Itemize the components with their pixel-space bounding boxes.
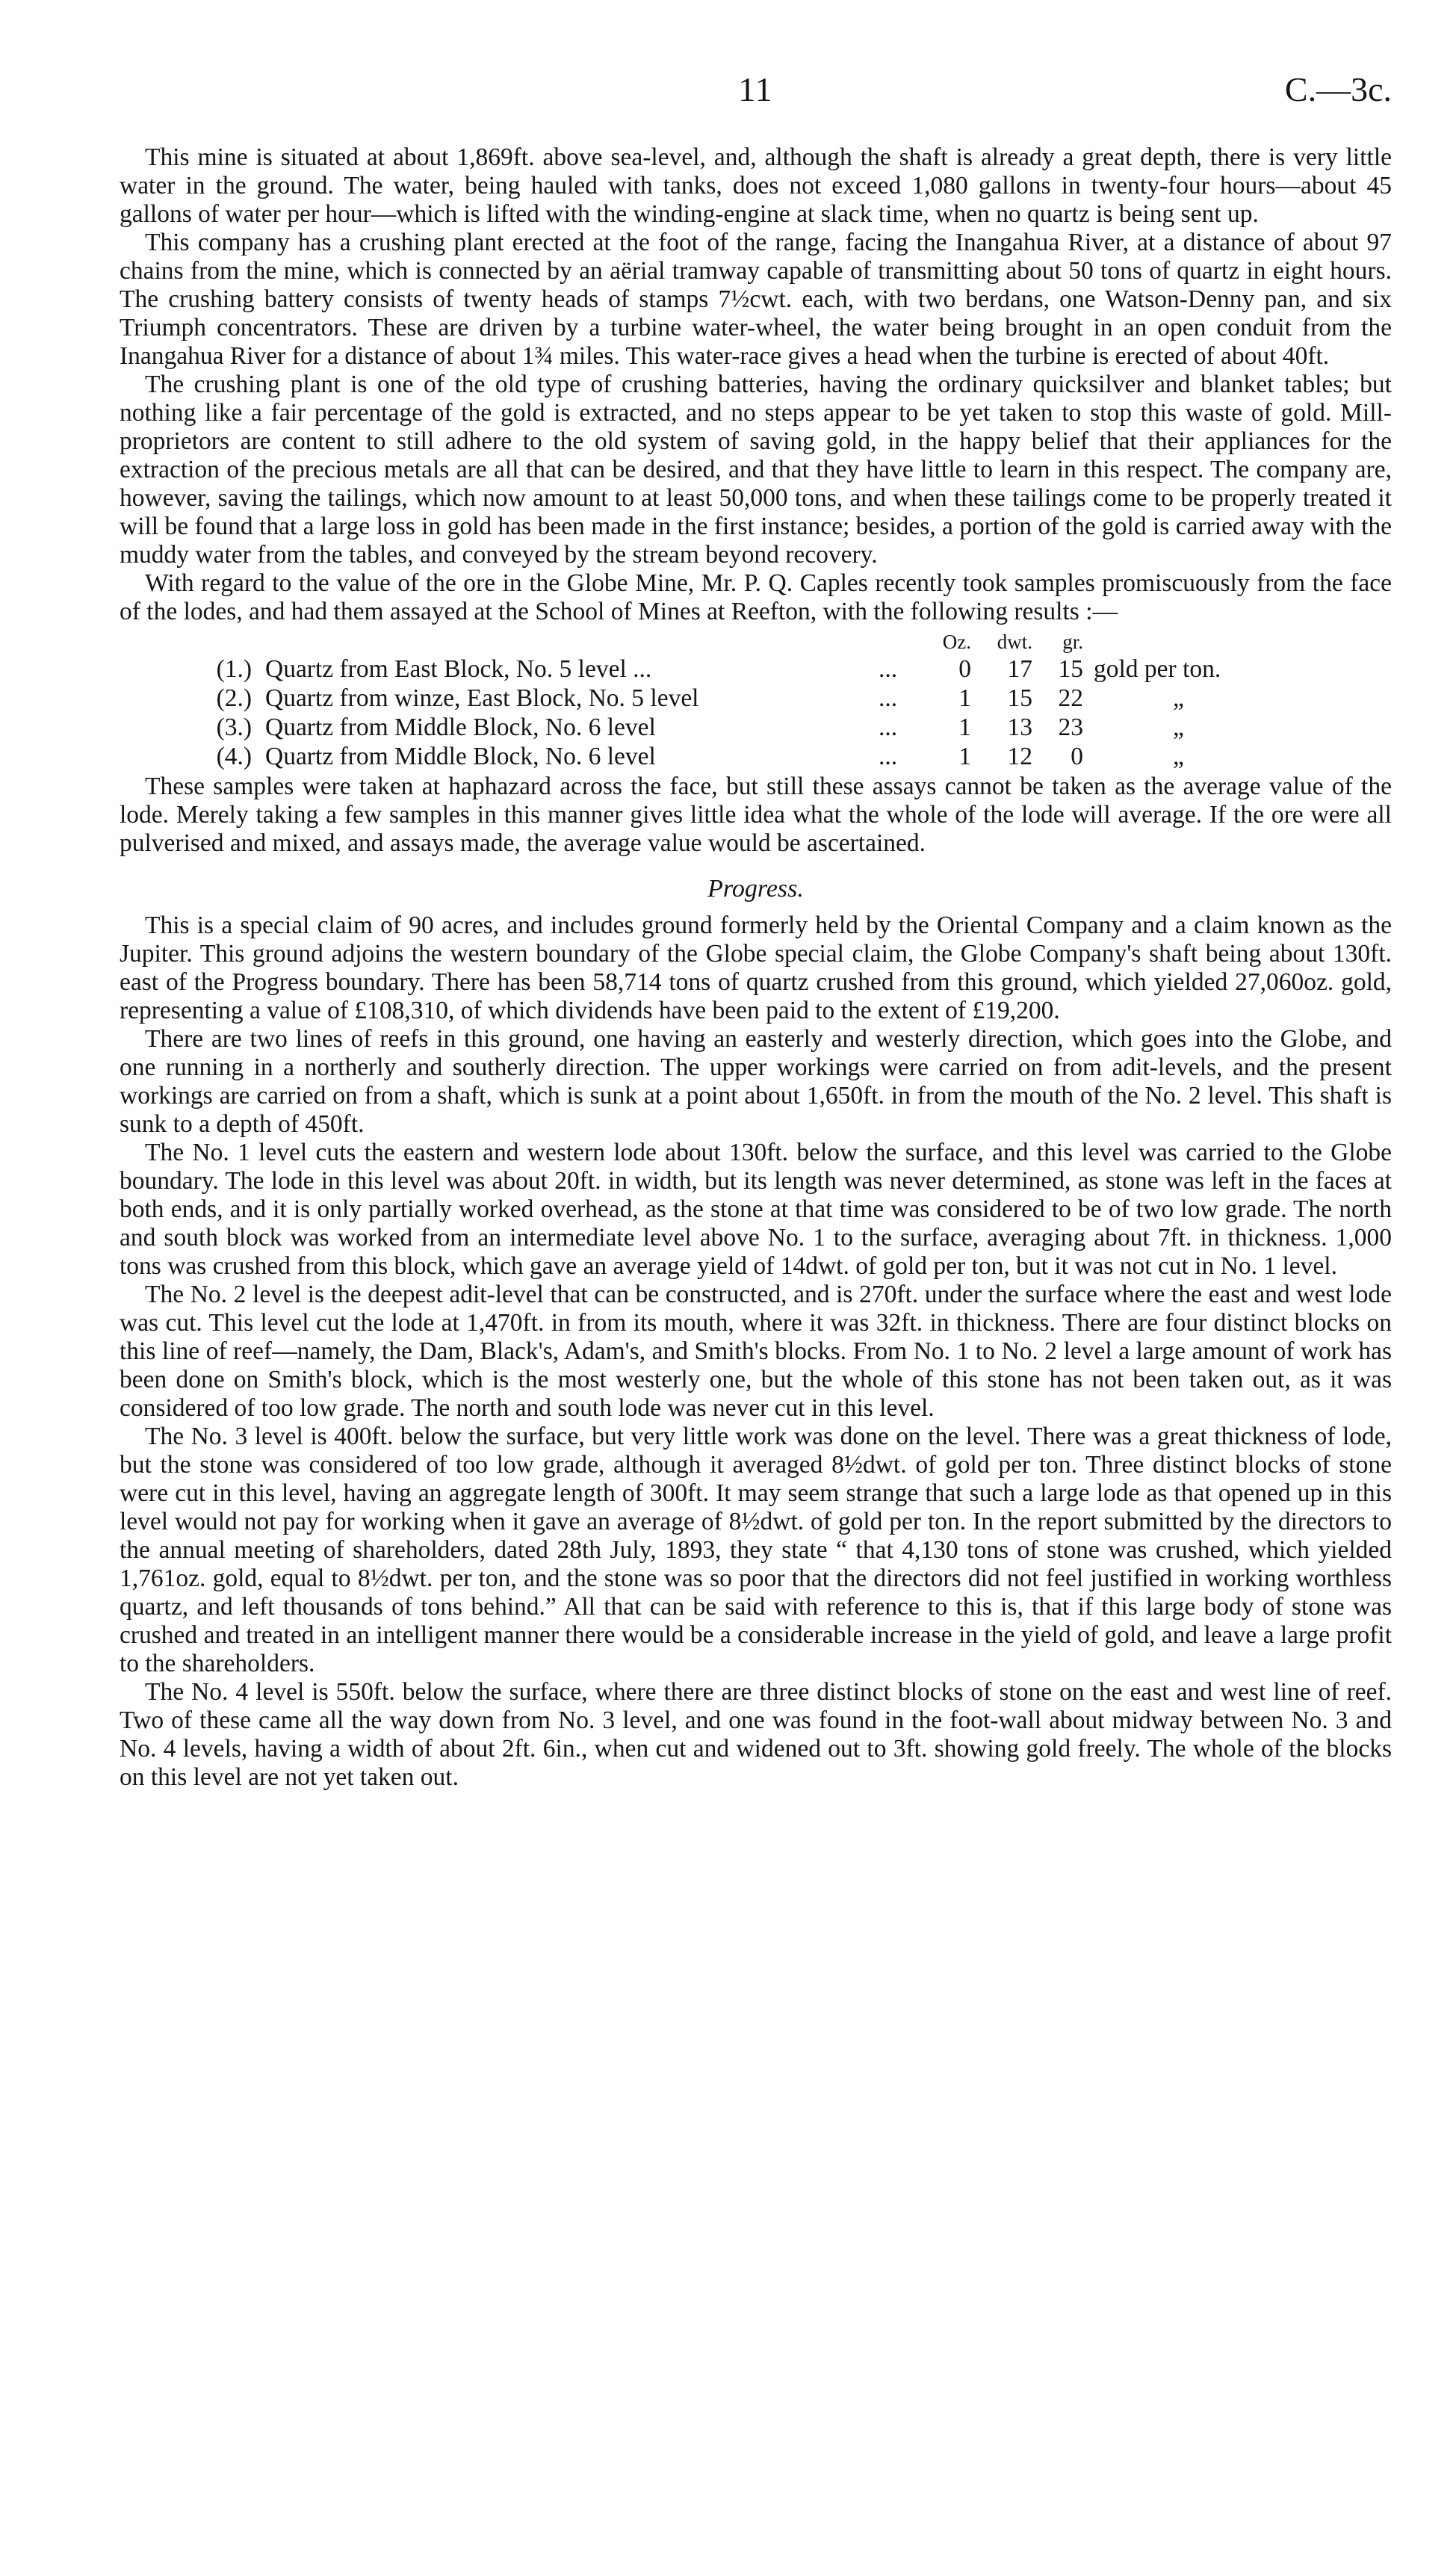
- assay-dwt: 17: [1007, 655, 1032, 683]
- assay-row: [120, 655, 1392, 684]
- assay-oz: 1: [958, 684, 971, 712]
- paragraph-no4-level: The No. 4 level is 550ft. below the surface, where there are three distinct blocks of stone on the east and west line of reef. Two of these came all the way down from No. 3 level, and one was found in the foot-wall about midway between No. 3 and No. 4 levels, having a width of about 2ft. 6in., when cut and widened out to 3ft. showing gold freely. The whole of the blocks on this level are not yet taken out.: [120, 1678, 1392, 1791]
- paragraph-special-claim: This is a special claim of 90 acres, and includes ground formerly held by the Oriental Company and a claim known as the Jupiter. This ground adjoins the western boundary of the Globe special claim, the Globe Company's shaft being about 130ft. east of the Progress boundary. There has been 58,714 tons of quartz crushed from this ground, which yielded 27,060oz. gold, representing a value of £108,310, of which dividends have been paid to the extent of £19,200.: [120, 912, 1392, 1024]
- assay-dwt: 13: [1007, 714, 1032, 741]
- assay-header-dwt: dwt.: [997, 631, 1032, 653]
- assay-header-oz: Oz.: [942, 631, 971, 653]
- assay-oz: 1: [958, 743, 971, 770]
- paragraph-no2-level: The No. 2 level is the deepest adit-level that can be constructed, and is 270ft. under the surface where the east and west lode was cut. This level cut the lode at 1,470ft. in from its mouth, where it was 32ft. in thickness. There are four distinct blocks on this line of reef—namely, the Dam, Black's, Adam's, and Smith's blocks. From No. 1 to No. 2 level a large amount of work has been done on Smith's block, which is the most westerly one, but the whole of this stone has not been taken out, as it was considered of too low grade. The north and south lode was never cut in this level.: [120, 1281, 1392, 1422]
- assay-leader-dots: ...: [879, 743, 898, 770]
- assay-oz: 1: [958, 714, 971, 741]
- assay-unit-ditto: „: [1173, 743, 1184, 770]
- assay-row: [120, 684, 1392, 713]
- assay-gr: 22: [1058, 684, 1083, 712]
- assay-description: Quartz from East Block, No. 5 level ...: [265, 655, 652, 683]
- assay-number: (4.): [216, 743, 252, 770]
- assay-leader-dots: ...: [879, 655, 898, 683]
- assay-dwt: 15: [1007, 684, 1032, 712]
- paragraph-reef-lines: There are two lines of reefs in this ground, one having an easterly and westerly direction, which goes into the Globe, and one running in a northerly and southerly direction. The upper workings were carried on from adit-levels, and the present workings are carried on from a shaft, which is sunk at a point about 1,650ft. in from the mouth of the No. 2 level. This shaft is sunk to a depth of 450ft.: [120, 1025, 1392, 1138]
- assay-header-gr: gr.: [1062, 631, 1083, 653]
- paragraph-crushing-plant: This company has a crushing plant erected at the foot of the range, facing the Inangahua River, at a distance of about 97 chains from the mine, which is connected by an aërial tramway capable of transmitting about 50 tons of quartz in eight hours. The crushing battery consists of twenty heads of stamps 7½cwt. each, with two berdans, one Watson-Denny pan, and six Triumph concentrators. These are driven by a turbine water-wheel, the water being brought in an open conduit from the Inangahua River for a distance of about 1¾ miles. This water-race gives a head when the turbine is erected of about 40ft.: [120, 229, 1392, 370]
- assay-gr: 0: [1071, 743, 1083, 770]
- assay-unit-ditto: „: [1173, 684, 1184, 712]
- paragraph-no1-level: The No. 1 level cuts the eastern and western lode about 130ft. below the surface, and this level was carried to the Globe boundary. The lode in this level was about 20ft. in width, but its length was never determined, as stone was left in the faces at both ends, and it is only partially worked overhead, as the stone at that time was considered to be of two low grade. The north and south block was worked from an intermediate level above No. 1 to the surface, averaging about 7ft. in thickness. 1,000 tons was crushed from this block, which gave an average yield of 14dwt. of gold per ton, but it was not cut in No. 1 level.: [120, 1139, 1392, 1280]
- document-reference: C.—3c.: [1284, 70, 1392, 108]
- assay-number: (1.): [216, 655, 252, 683]
- assay-number: (3.): [216, 714, 252, 741]
- assay-description: Quartz from winze, East Block, No. 5 level: [265, 684, 699, 712]
- assay-leader-dots: ...: [879, 714, 898, 741]
- paragraph-haphazard-samples: These samples were taken at haphazard across the face, but still these assays cannot be taken as the average value of the lode. Merely taking a few samples in this manner gives little idea what the whole of the lode will average. If the ore were all pulverised and mixed, and assays made, the average value would be ascertained.: [120, 773, 1392, 857]
- assay-unit-ditto: „: [1173, 714, 1184, 741]
- assay-row: [120, 713, 1392, 742]
- paragraph-battery-type: The crushing plant is one of the old type of crushing batteries, having the ordinary quicksilver and blanket tables; but nothing like a fair percentage of the gold is extracted, and no steps appear to be yet taken to stop this waste of gold. Mill-proprietors are content to still adhere to the old system of saving gold, in the happy belief that their appliances for the extraction of the precious metals are all that can be desired, and that they have little to learn in this respect. The company are, however, saving the tailings, which now amount to at least 50,000 tons, and when these tailings come to be properly treated it will be found that a large loss in gold has been made in the first instance; besides, a portion of the gold is carried away with the muddy water from the tables, and conveyed by the stream beyond recovery.: [120, 371, 1392, 569]
- assay-row: [120, 742, 1392, 771]
- assay-header-row: [120, 629, 1392, 655]
- page-body: [120, 143, 1392, 1792]
- paragraph-mine-location: This mine is situated at about 1,869ft. above sea-level, and, although the shaft is already a great depth, there is very little water in the ground. The water, being hauled with tanks, does not exceed 1,080 gallons in twenty-four hours—about 45 gallons of water per hour—which is lifted with the winding-engine at slack time, when no quartz is being sent up.: [120, 143, 1392, 228]
- assay-description: Quartz from Middle Block, No. 6 level: [265, 743, 656, 770]
- page-number: 11: [738, 70, 773, 108]
- assay-unit: gold per ton.: [1094, 655, 1221, 683]
- assay-oz: 0: [958, 655, 971, 683]
- assay-gr: 23: [1058, 714, 1083, 741]
- assay-description: Quartz from Middle Block, No. 6 level: [265, 714, 656, 741]
- paragraph-ore-value: With regard to the value of the ore in the Globe Mine, Mr. P. Q. Caples recently took samples promiscuously from the face of the lodes, and had them assayed at the School of Mines at Reefton, with the following results :—: [120, 569, 1392, 625]
- page-header: [120, 69, 1392, 114]
- assay-leader-dots: ...: [879, 684, 898, 712]
- paragraph-no3-level: The No. 3 level is 400ft. below the surface, but very little work was done on the level. There was a great thickness of lode, but the stone was considered of too low grade, although it averaged 8½dwt. of gold per ton. Three distinct blocks of stone were cut in this level, having an aggregate length of 300ft. It may seem strange that such a large lode as that opened up in this level would not pay for working when it gave an average of 8½dwt. of gold per ton. In the report submitted by the directors to the annual meeting of shareholders, dated 28th July, 1893, they state “ that 4,130 tons of stone was crushed, which yielded 1,761oz. gold, equal to 8½dwt. per ton, and the stone was so poor that the directors did not feel justified in working worthless quartz, and left thousands of tons behind.” All that can be said with reference to this is, that if this large body of stone was crushed and treated in an intelligent manner there would be a considerable increase in the yield of gold, and leave a large profit to the shareholders.: [120, 1423, 1392, 1677]
- assay-results-table: [120, 629, 1392, 771]
- assay-gr: 15: [1058, 655, 1083, 683]
- assay-dwt: 12: [1007, 743, 1032, 770]
- assay-number: (2.): [216, 684, 252, 712]
- section-heading-progress: Progress.: [707, 875, 804, 903]
